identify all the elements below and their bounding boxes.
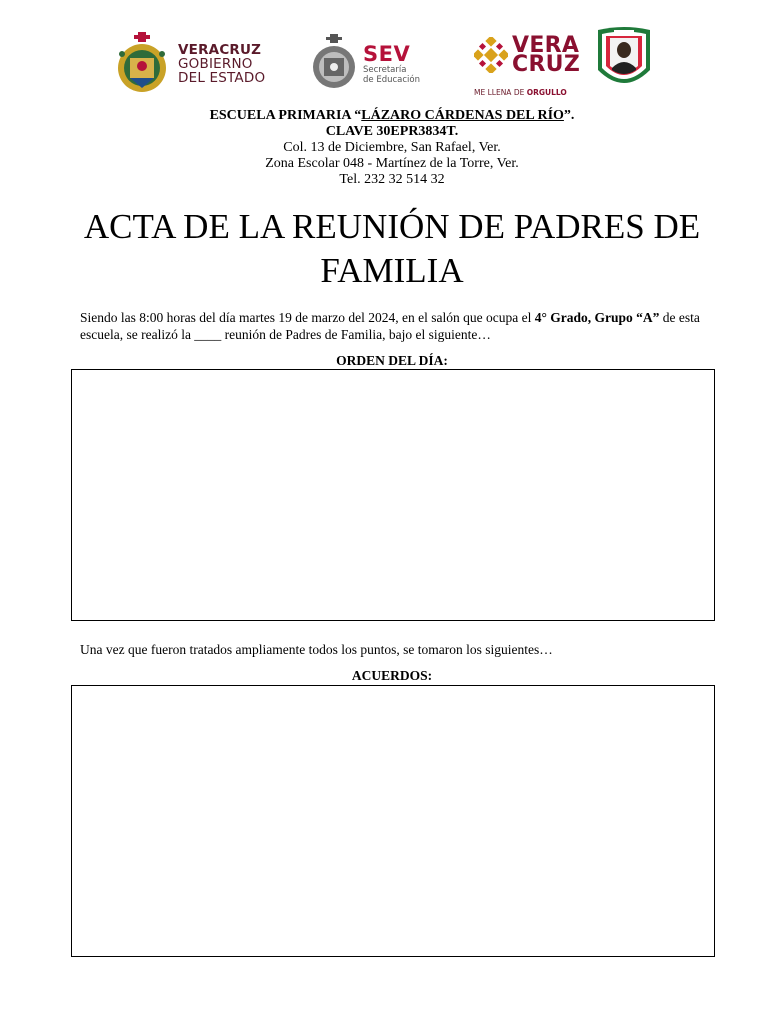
intro-paragraph [80, 309, 730, 343]
vc-line-cruz: CRUZ [512, 52, 581, 77]
acuerdos-label: ACUERDOS: [351, 668, 433, 683]
logo-line-gobierno: GOBIERNO [178, 56, 253, 72]
veracruz-gobierno-logo [116, 32, 265, 96]
header-logos [0, 26, 768, 102]
orden-del-dia-box[interactable] [71, 369, 715, 621]
flower-pattern-icon [474, 37, 508, 73]
page-title [40, 205, 744, 293]
school-name-prefix: ESCUELA PRIMARIA “ [209, 108, 362, 123]
school-shield-logo [596, 26, 652, 94]
sev-line-secretaria: Secretaría [363, 65, 407, 75]
sev-shield-icon [311, 34, 357, 94]
coat-of-arms-icon [116, 32, 168, 96]
school-name: LÁZARO CÁRDENAS DEL RÍO [361, 108, 564, 123]
intro-part-1: Siendo las 8:00 horas del día martes 19 de marzo del 2024, en el salón que ocupa el [80, 310, 535, 325]
transition-paragraph: Una vez que fueron tratados ampliamente todos los puntos, se tomaron los siguientes… [80, 642, 553, 657]
sev-acronym: SEV [363, 42, 411, 66]
sev-line-educacion: de Educación [363, 75, 420, 85]
school-clave: CLAVE 30EPR3834T. [325, 124, 459, 139]
intro-grade: 4° Grado, Grupo “A” [534, 310, 660, 325]
vc-tagline [474, 88, 567, 97]
orden-del-dia-label: ORDEN DEL DÍA: [336, 353, 448, 368]
school-name-suffix: ”. [563, 108, 575, 123]
title-line-2: FAMILIA [320, 251, 464, 290]
school-name-line [0, 108, 768, 124]
vc-tagline-prefix: ME LLENA DE [474, 88, 527, 97]
logo-line-del-estado: DEL ESTADO [178, 70, 266, 86]
acuerdos-box[interactable] [71, 685, 715, 957]
vc-tagline-bold: ORGULLO [526, 88, 567, 97]
veracruz-orgullo-logo [474, 33, 581, 97]
school-address: Col. 13 de Diciembre, San Rafael, Ver. [283, 140, 501, 155]
sev-logo [311, 34, 420, 94]
title-line-1: ACTA DE LA REUNIÓN DE PADRES DE [83, 207, 701, 246]
school-header [0, 108, 768, 188]
school-shield-icon [596, 26, 652, 94]
school-zone: Zona Escolar 048 - Martínez de la Torre, Ver. [265, 156, 519, 171]
intro-part-2: de esta escuela, se realizó la ____ reunión de Padres de Familia, bajo el siguiente… [80, 310, 700, 342]
vc-line-vera: VERA [512, 33, 580, 58]
logo-line-veracruz: VERACRUZ [178, 42, 262, 58]
school-phone: Tel. 232 32 514 32 [339, 172, 445, 187]
